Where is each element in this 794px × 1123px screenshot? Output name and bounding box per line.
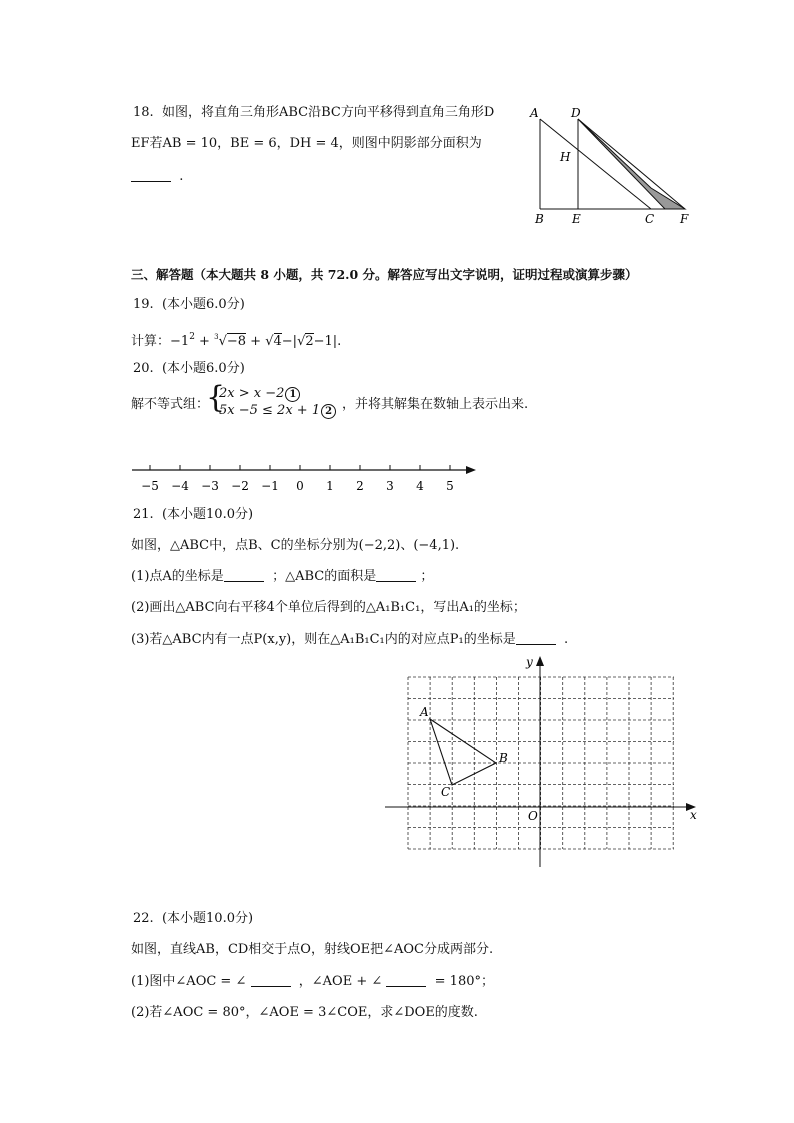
q19-plus2: + bbox=[246, 334, 266, 349]
label-b: B bbox=[535, 212, 544, 226]
number-line-tick-label: 2 bbox=[356, 479, 364, 493]
number-line-tick-label: 5 bbox=[446, 479, 454, 493]
q18-period: . bbox=[179, 169, 184, 184]
label-d: D bbox=[571, 106, 581, 120]
q20-prefix: 解不等式组： bbox=[131, 397, 210, 412]
q20-header bbox=[133, 360, 245, 378]
label-h: H bbox=[560, 150, 571, 164]
q22-header bbox=[133, 910, 253, 928]
q21-part1-c: ； bbox=[420, 569, 434, 584]
grid-label-o: O bbox=[528, 809, 538, 823]
q20-inequality1 bbox=[219, 385, 300, 403]
number-line-tick-label: −5 bbox=[141, 479, 159, 493]
q21-blank1 bbox=[224, 569, 264, 582]
q20-ineq1-mark: 1 bbox=[285, 387, 300, 402]
q19-plus1: + bbox=[194, 334, 215, 349]
q20-score: (本小题6.0分) bbox=[161, 361, 245, 376]
grid-label-y: y bbox=[526, 655, 533, 669]
q19-score: (本小题6.0分) bbox=[161, 297, 245, 312]
q22-part1-a: (1)图中∠AOC = ∠ bbox=[131, 974, 247, 989]
q19-radicand1: −8 bbox=[226, 334, 247, 349]
q22-part2: (2)若∠AOC = 80°，∠AOE = 3∠COE，求∠DOE的度数. bbox=[131, 1005, 478, 1020]
q20-number: 20. bbox=[133, 361, 154, 376]
triangle-abc bbox=[430, 719, 496, 785]
grid-label-x: x bbox=[690, 808, 697, 822]
number-line-tick-label: 1 bbox=[326, 479, 334, 493]
number-line-tick-label: −1 bbox=[261, 479, 279, 493]
y-axis-arrow bbox=[536, 656, 544, 666]
segment-df bbox=[578, 119, 685, 209]
q22-part1-b: ，∠AOE + ∠ bbox=[298, 974, 383, 989]
label-c: C bbox=[645, 212, 655, 226]
q19-header bbox=[133, 296, 245, 314]
q21-intro: 如图，△ABC中，点B、C的坐标分别为(−2,2)、(−4,1). bbox=[131, 538, 460, 553]
q18-blank bbox=[131, 169, 171, 182]
q19-abs-open: −| bbox=[281, 334, 298, 349]
q19-radicand2: 4 bbox=[273, 334, 282, 349]
section3-title: 三、解答题（本大题共 8 小题，共 72.0 分。解答应写出文字说明，证明过程或演算步骤） bbox=[131, 267, 638, 282]
q21-blank2 bbox=[376, 569, 416, 582]
q21-part1 bbox=[131, 568, 433, 586]
label-e: E bbox=[572, 212, 581, 226]
q21-part3-a: (3)若△ABC内有一点P(x,y)，则在△A₁B₁C₁内的对应点P₁的坐标是 bbox=[131, 632, 516, 647]
q21-blank3 bbox=[516, 632, 556, 645]
q18-text-line1 bbox=[133, 104, 494, 122]
grid-label-a: A bbox=[420, 705, 429, 719]
q18-figure bbox=[525, 103, 700, 228]
q19-term1: −1 bbox=[170, 334, 190, 349]
number-line-tick-label: −3 bbox=[201, 479, 219, 493]
q18-answer-line bbox=[131, 168, 183, 186]
q20-suffix: ，并将其解集在数轴上表示出来. bbox=[342, 397, 529, 412]
q20-brace: { bbox=[206, 380, 226, 415]
number-line-ticks bbox=[141, 465, 454, 493]
q22-blank1 bbox=[251, 974, 291, 987]
q22-score: (本小题10.0分) bbox=[161, 911, 254, 926]
q20-ineq1-text: 2x > x −2 bbox=[219, 386, 285, 401]
q19-expression: 计算：$-1^2 + ^3√-8 + √4-|√2-1|$. bbox=[131, 332, 342, 349]
q21-number: 21. bbox=[133, 507, 154, 522]
q18-line2: EF若AB = 10，BE = 6，DH = 4，则图中阴影部分面积为 bbox=[131, 136, 482, 151]
q22-intro: 如图，直线AB，CD相交于点O，射线OE把∠AOC分成两部分. bbox=[131, 942, 494, 957]
q21-part3 bbox=[131, 631, 568, 649]
q19-root-index: 3 bbox=[214, 333, 219, 341]
q21-header bbox=[133, 506, 253, 524]
number-line-tick-label: 0 bbox=[296, 479, 304, 493]
q19-abs-close: −1|. bbox=[313, 334, 342, 349]
label-f: F bbox=[680, 212, 689, 226]
q20-ineq2-mark: 2 bbox=[321, 404, 336, 419]
coordinate-grid bbox=[380, 652, 700, 874]
grid-lines bbox=[408, 677, 674, 849]
q19-prefix: 计算： bbox=[131, 334, 171, 349]
segment-ac bbox=[540, 119, 651, 209]
q22-part1-c: = 180°； bbox=[434, 974, 494, 989]
q21-part1-a: (1)点A的坐标是 bbox=[131, 569, 224, 584]
q22-number: 22. bbox=[133, 911, 154, 926]
q21-part3-b: . bbox=[564, 632, 569, 647]
number-line-arrow bbox=[466, 466, 476, 474]
number-line-tick-label: −4 bbox=[171, 479, 189, 493]
q21-score: (本小题10.0分) bbox=[161, 507, 254, 522]
q21-part1-b: ；△ABC的面积是 bbox=[272, 569, 377, 584]
q22-part1 bbox=[131, 973, 494, 991]
q19-radicand3: 2 bbox=[305, 334, 314, 349]
number-line-tick-label: 3 bbox=[386, 479, 394, 493]
grid-label-c: C bbox=[441, 785, 451, 799]
number-line bbox=[130, 460, 490, 500]
q22-blank2 bbox=[386, 974, 426, 987]
q19-number: 19. bbox=[133, 297, 154, 312]
q21-part2: (2)画出△ABC向右平移4个单位后得到的△A₁B₁C₁，写出A₁的坐标； bbox=[131, 600, 526, 615]
number-line-tick-label: 4 bbox=[416, 479, 424, 493]
q18-number: 18. bbox=[133, 105, 154, 120]
label-a: A bbox=[530, 106, 539, 120]
number-line-tick-label: −2 bbox=[231, 479, 249, 493]
grid-label-b: B bbox=[499, 751, 508, 765]
q20-ineq2-text: 5x −5 ≤ 2x + 1 bbox=[219, 403, 321, 418]
q20-inequality2 bbox=[219, 402, 336, 420]
q19-exponent: 2 bbox=[189, 332, 195, 342]
q18-line1: 如图，将直角三角形ABC沿BC方向平移得到直角三角形D bbox=[161, 105, 495, 120]
